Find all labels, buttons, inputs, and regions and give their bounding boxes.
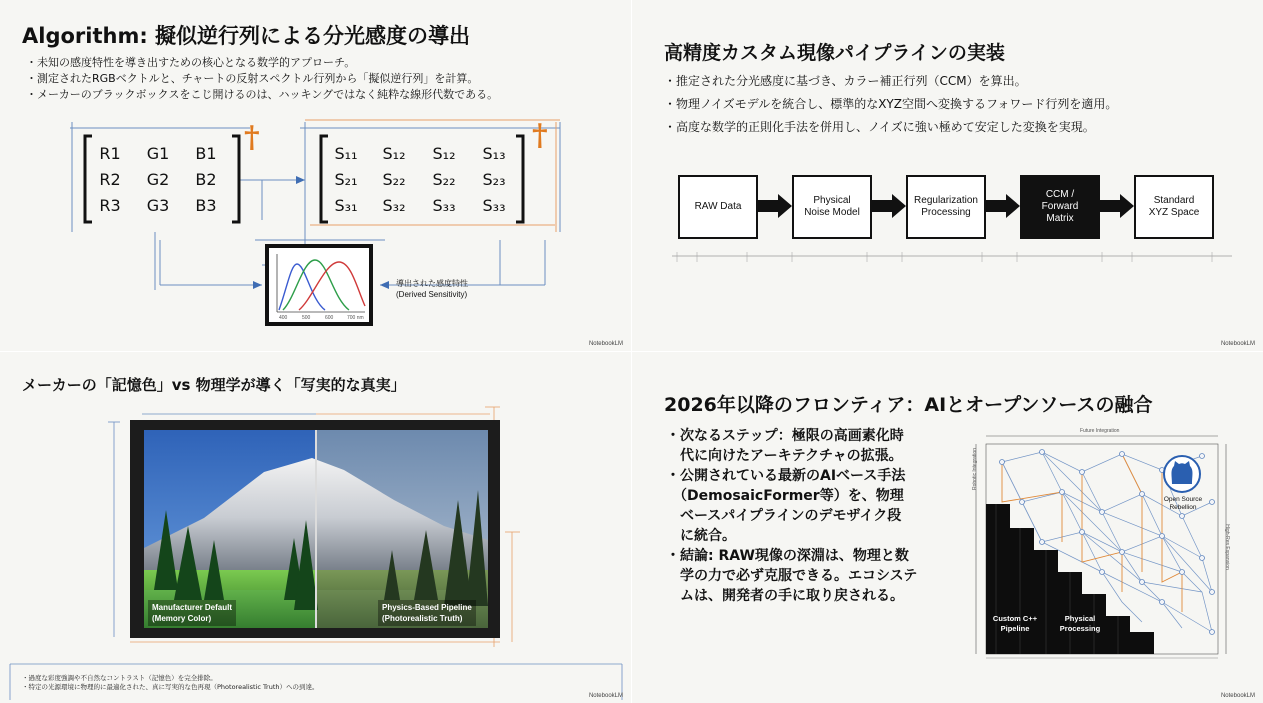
pipeline-step-raw: RAW Data bbox=[678, 175, 758, 239]
bullet-item: ・高度な数学的正則化手法を併用し、ノイズに強い極めて安定した変換を実現。 bbox=[664, 120, 1095, 134]
bullet-item: ・物理ノイズモデルを統合し、標準的なXYZ空間へ変換するフォワード行列を適用。 bbox=[664, 97, 1118, 111]
matrix-cell: B3 bbox=[195, 196, 217, 215]
x-tick: 400 bbox=[279, 315, 288, 321]
matrix-cell: S₃₁ bbox=[334, 196, 358, 215]
label-high-res-expansion: High-Res Expansion bbox=[1223, 524, 1230, 570]
dagger-symbol: † bbox=[244, 120, 260, 155]
slide-memory-color-vs-truth bbox=[0, 352, 631, 703]
caption-manufacturer-default: Manufacturer Default (Memory Color) bbox=[148, 600, 236, 626]
notebooklm-watermark: NotebookLM bbox=[588, 693, 623, 699]
pipeline-step-ccm: CCM / Forward Matrix bbox=[1020, 175, 1100, 239]
pipeline-step-regularization: Regularization Processing bbox=[906, 175, 986, 239]
matrix-cell: G2 bbox=[146, 170, 170, 189]
matrix-cell: B2 bbox=[195, 170, 217, 189]
footnote-item: ・特定の光源環境に物理的に最適化された、真に写実的な色再現（Photorealistic Truth）への到達。 bbox=[22, 683, 319, 691]
label-custom-cpp-pipeline: Custom C++ Pipeline bbox=[992, 614, 1038, 633]
bullet-item: ・推定された分光感度に基づき、カラー補正行列（CCM）を算出。 bbox=[664, 74, 1027, 88]
x-tick: 700 nm bbox=[347, 315, 364, 321]
pipeline-step-noise-model: Physical Noise Model bbox=[792, 175, 872, 239]
red-curve bbox=[299, 262, 365, 310]
derived-sensitivity-label: 導出された感度特性 (Derived Sensitivity) bbox=[396, 279, 468, 299]
footnote-item: ・過度な彩度強調や不自然なコントラスト（記憶色）を完全排除。 bbox=[22, 674, 217, 682]
rgb-matrix bbox=[82, 132, 242, 226]
matrix-cell: R2 bbox=[99, 170, 121, 189]
spectral-matrix bbox=[318, 132, 526, 226]
blue-curve bbox=[279, 264, 325, 310]
sensitivity-plot bbox=[265, 244, 373, 326]
bullet-item: （DemosaicFormer等）を、物理 bbox=[666, 488, 904, 504]
bullet-item: ・未知の感度特性を導き出すための核心となる数学的アプローチ。 bbox=[26, 56, 356, 69]
bullet-item: ムは、開発者の手に取り戻される。 bbox=[666, 588, 904, 604]
x-tick: 500 bbox=[302, 315, 311, 321]
slide-frontier bbox=[632, 352, 1263, 703]
notebooklm-watermark: NotebookLM bbox=[1220, 693, 1255, 699]
github-icon bbox=[1164, 456, 1200, 492]
dagger-symbol: † bbox=[532, 118, 548, 153]
bullet-item: 代に向けたアーキテクチャの拡張。 bbox=[666, 448, 903, 464]
label-open-source-rebellion: Open Source Rebellion bbox=[1163, 496, 1203, 511]
matrix-cell: S₂₂ bbox=[382, 170, 406, 189]
comparison-frame bbox=[130, 420, 500, 638]
matrix-cell: S₁₃ bbox=[482, 144, 506, 163]
slide-title: Algorithm: 擬似逆行列による分光感度の導出 bbox=[22, 24, 471, 48]
matrix-cell: B1 bbox=[195, 144, 217, 163]
matrix-cell: S₂₂ bbox=[432, 170, 456, 189]
bullet-item: ・次なるステップ：極限の高画素化時 bbox=[666, 428, 904, 444]
mountain-landscape-image bbox=[144, 430, 488, 628]
slide-title: 高精度カスタム現像パイプラインの実装 bbox=[664, 42, 1005, 64]
matrix-cell: S₃₂ bbox=[382, 196, 406, 215]
x-tick: 600 bbox=[325, 315, 334, 321]
caption-physics-pipeline: Physics-Based Pipeline (Photorealistic Truth) bbox=[378, 600, 476, 626]
notebooklm-watermark: NotebookLM bbox=[1220, 341, 1255, 347]
slide-title: メーカーの「記憶色」vs 物理学が導く「写実的な真実」 bbox=[22, 376, 406, 394]
frontier-illustration bbox=[971, 428, 1230, 662]
matrix-cell: S₁₂ bbox=[432, 144, 456, 163]
bullet-item: ・公開されている最新のAIベース手法 bbox=[666, 468, 906, 484]
matrix-cell: R1 bbox=[99, 144, 121, 163]
slide-pipeline bbox=[632, 0, 1263, 351]
footnotes bbox=[22, 674, 319, 692]
bullet-item: ・メーカーのブラックボックスをこじ開けるのは、ハッキングではなく純粋な線形代数である。 bbox=[26, 88, 499, 101]
matrix-cell: S₂₃ bbox=[482, 170, 506, 189]
bullet-item: に統合。 bbox=[666, 528, 736, 544]
bullet-item: ・結論: RAW現像の深淵は、物理と数 bbox=[666, 548, 909, 564]
matrix-cell: G1 bbox=[146, 144, 170, 163]
bullet-item: ・測定されたRGBベクトルと、チャートの反射スペクトル行列から「擬似逆行列」を計算。 bbox=[26, 72, 479, 85]
label-physical-processing: Physical Processing bbox=[1059, 614, 1101, 633]
bullet-item: ベースパイプラインのデモザイク段 bbox=[666, 508, 902, 524]
matrix-cell: S₃₃ bbox=[482, 196, 506, 215]
sensitivity-curves bbox=[269, 248, 369, 322]
matrix-cell: G3 bbox=[146, 196, 170, 215]
matrix-cell: S₃₃ bbox=[432, 196, 456, 215]
matrix-cell: S₂₁ bbox=[334, 170, 358, 189]
pipeline-step-xyz: Standard XYZ Space bbox=[1134, 175, 1214, 239]
matrix-cell: S₁₂ bbox=[382, 144, 406, 163]
label-robotic-integration: Robotic Integration bbox=[971, 448, 978, 490]
bullet-list bbox=[666, 426, 917, 606]
bullet-item: 学の力で必ず克服できる。エコシステ bbox=[666, 568, 918, 584]
matrix-cell: R3 bbox=[99, 196, 121, 215]
slide-pseudo-inverse bbox=[0, 0, 631, 351]
matrix-cell: S₁₁ bbox=[334, 144, 358, 163]
notebooklm-watermark: NotebookLM bbox=[588, 341, 623, 347]
label-future-integration: Future Integration bbox=[1080, 428, 1120, 434]
slide-title: 2026年以降のフロンティア：AIとオープンソースの融合 bbox=[664, 394, 1153, 416]
